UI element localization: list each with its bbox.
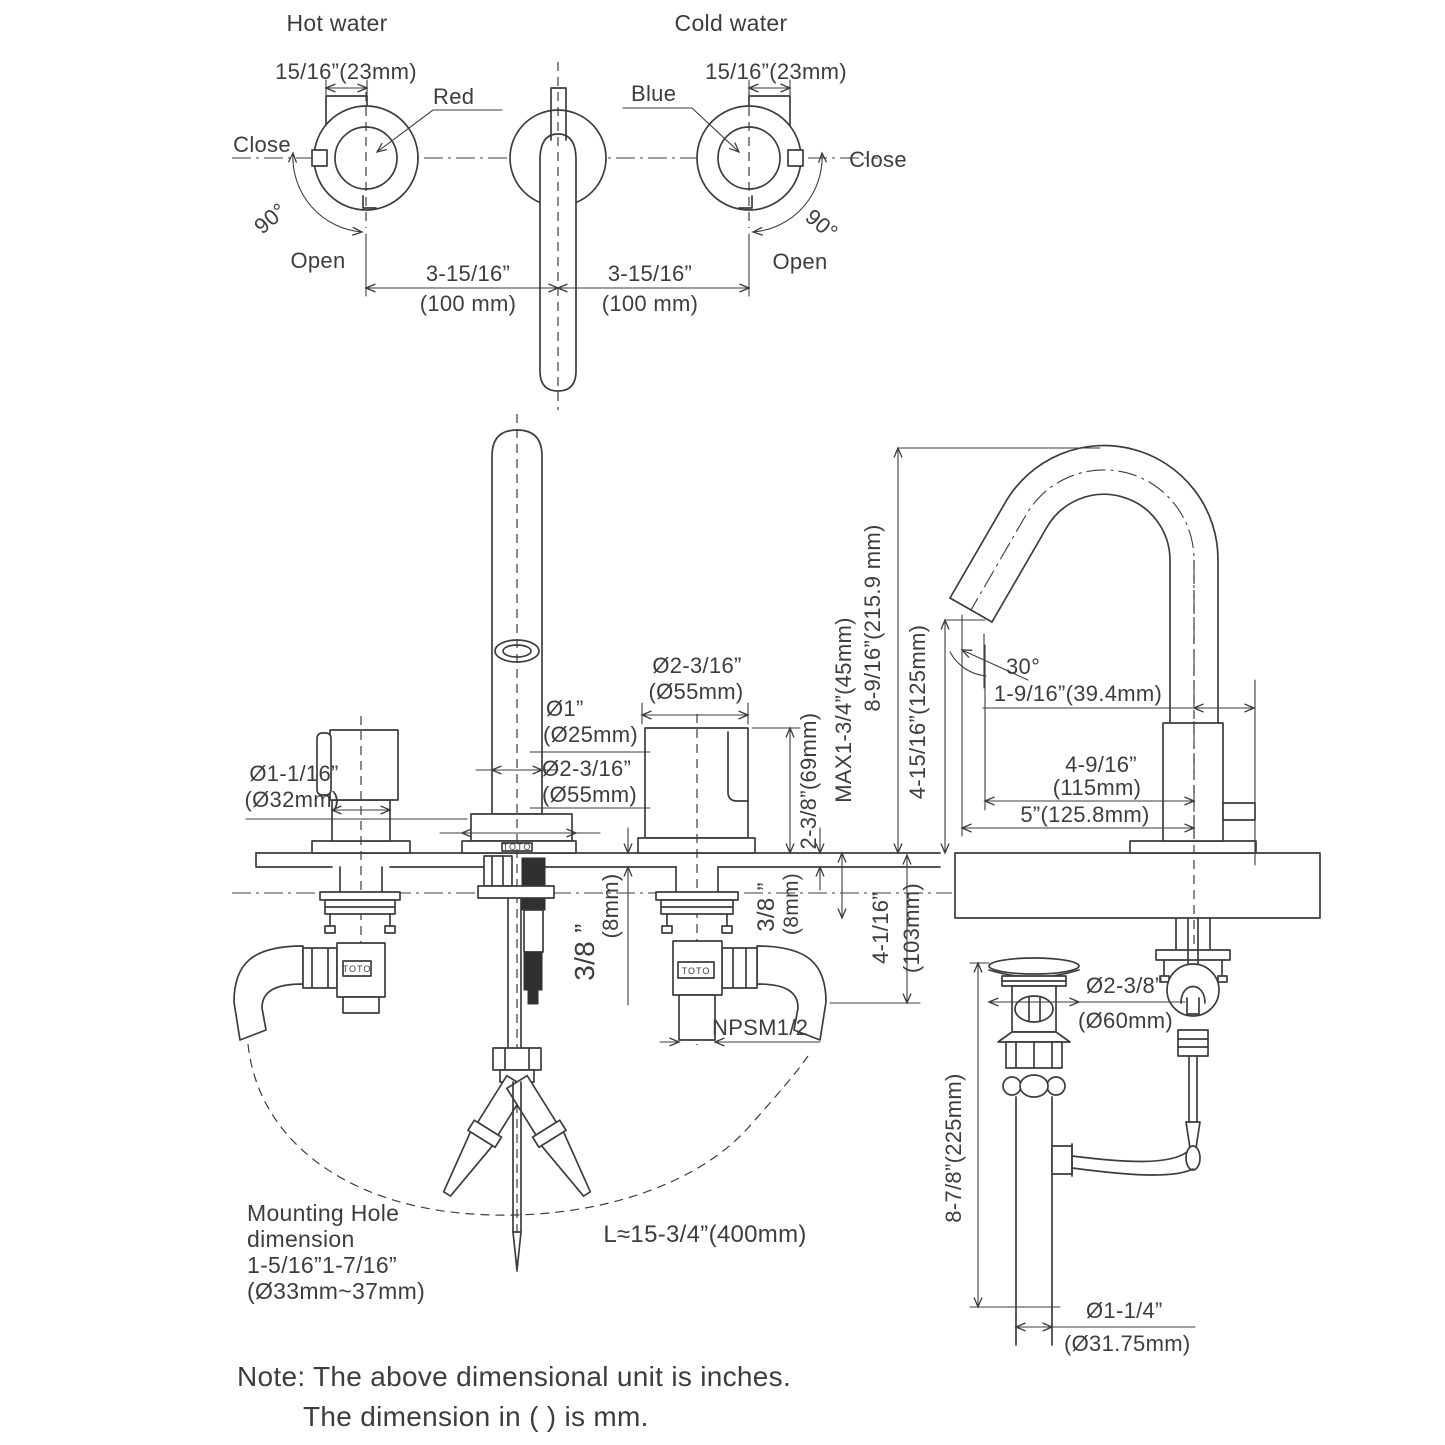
dim-spout-height: 8-9/16”(215.9 mm) xyxy=(860,524,885,712)
label-open-left: Open xyxy=(290,248,346,273)
top-hot-handle xyxy=(312,92,418,228)
label-90-left: 90° xyxy=(249,197,292,239)
dim-offset-left-mm: (100 mm) xyxy=(419,291,517,316)
label-cold-water: Cold water xyxy=(674,10,788,36)
label-90-right: 90° xyxy=(800,203,843,245)
top-spout xyxy=(510,62,606,410)
label-close-right: Close xyxy=(849,147,907,172)
dim-offset-left-in: 3-15/16” xyxy=(425,261,511,286)
dim-mixer-dia-mm: (Ø55mm) xyxy=(648,679,744,704)
drain-body xyxy=(989,958,1079,1345)
dim-max-deck: MAX1-3/4”(45mm) xyxy=(831,617,856,803)
note-line1: Note: The above dimensional unit is inches. xyxy=(237,1361,792,1392)
dim-flange-dia-in: Ø2-3/8” xyxy=(1086,973,1163,998)
note-line2: The dimension in ( ) is mm. xyxy=(303,1401,649,1432)
drain-assembly xyxy=(941,958,1195,1356)
dim-handle-height: 2-3/8”(69mm) xyxy=(796,712,821,850)
mounting-line3: 1-5/16”1-7/16” xyxy=(247,1252,397,1278)
side-view xyxy=(860,446,1320,1175)
dim-flange-dia-mm: (Ø60mm) xyxy=(1078,1008,1173,1033)
dim-deck-right-mm: (8mm) xyxy=(780,872,803,936)
dim-handle-base-dia-mm: (Ø32mm) xyxy=(244,787,340,812)
label-hose-length: L≈15-3/4”(400mm) xyxy=(603,1221,807,1248)
dim-offset-right-in: 3-15/16” xyxy=(607,261,693,286)
ext-mixer-dia xyxy=(642,703,748,724)
label-red: Red xyxy=(433,84,475,109)
dim-mixer-dia-in: Ø2-3/16” xyxy=(652,653,742,678)
dim-deck-right-in: 3/8 ” xyxy=(753,882,780,932)
mounting-line1: Mounting Hole xyxy=(247,1200,400,1226)
dim-shank-mm: (103mm) xyxy=(899,882,924,974)
dim-deck-center-mm: (8mm) xyxy=(598,873,623,939)
top-view xyxy=(232,10,907,410)
dim-spout-base-dia-in: Ø2-3/16” xyxy=(542,756,632,781)
dim-tail-dia-mm: (Ø31.75mm) xyxy=(1064,1331,1191,1356)
mounting-line2: dimension xyxy=(247,1226,355,1252)
front-supply-assembly xyxy=(433,856,600,1270)
dim-handle-width-right: 15/16”(23mm) xyxy=(705,59,847,84)
note-block xyxy=(237,1361,791,1432)
dim-spout-dia-mm: (Ø25mm) xyxy=(543,722,638,747)
dim-handle-width-left: 15/16”(23mm) xyxy=(275,59,417,84)
dim-spout-dia-in: Ø1” xyxy=(546,696,584,721)
dim-reach-mm: (115mm) xyxy=(1052,775,1142,800)
dim-outlet-height: 4-15/16”(125mm) xyxy=(905,624,930,800)
dim-drain-length: 8-7/8”(225mm) xyxy=(941,1073,966,1223)
dim-shank-in: 4-1/16” xyxy=(868,892,893,964)
dim-spout-base-dia-mm: (Ø55mm) xyxy=(542,782,637,807)
dim-offset-right-mm: (100 mm) xyxy=(601,291,699,316)
dim-reach-in: 4-9/16” xyxy=(1065,752,1137,777)
toto-logo-cold-valve: TOTO xyxy=(681,966,711,976)
toto-logo-hot-valve: TOTO xyxy=(342,964,372,974)
side-shank-liftrod xyxy=(1072,918,1230,1175)
dim-outlet-angle: 30° xyxy=(1006,654,1041,679)
front-view xyxy=(232,414,952,1304)
front-deck-bottom xyxy=(256,853,940,867)
label-hot-water: Hot water xyxy=(286,10,388,36)
dim-deck-center-in: 3/8 ” xyxy=(569,923,600,981)
label-open-right: Open xyxy=(772,249,828,274)
side-deck xyxy=(955,853,1320,918)
dim-overall-reach: 5”(125.8mm) xyxy=(1020,802,1150,827)
dim-tail-dia-in: Ø1-1/4” xyxy=(1086,1298,1163,1323)
toto-logo-spout-base: TOTO xyxy=(502,842,532,852)
dim-handle-base-dia-in: Ø1-1/16” xyxy=(249,761,339,786)
label-close-left: Close xyxy=(233,132,291,157)
mounting-hole-note xyxy=(247,1200,425,1304)
label-blue: Blue xyxy=(631,81,677,106)
top-cold-handle xyxy=(697,92,803,228)
angle-arc xyxy=(950,652,986,676)
dim-outlet-offset: 1-9/16”(39.4mm) xyxy=(993,681,1163,706)
label-thread: NPSM1/2 xyxy=(712,1015,809,1040)
mounting-line4: (Ø33mm~37mm) xyxy=(247,1278,426,1304)
